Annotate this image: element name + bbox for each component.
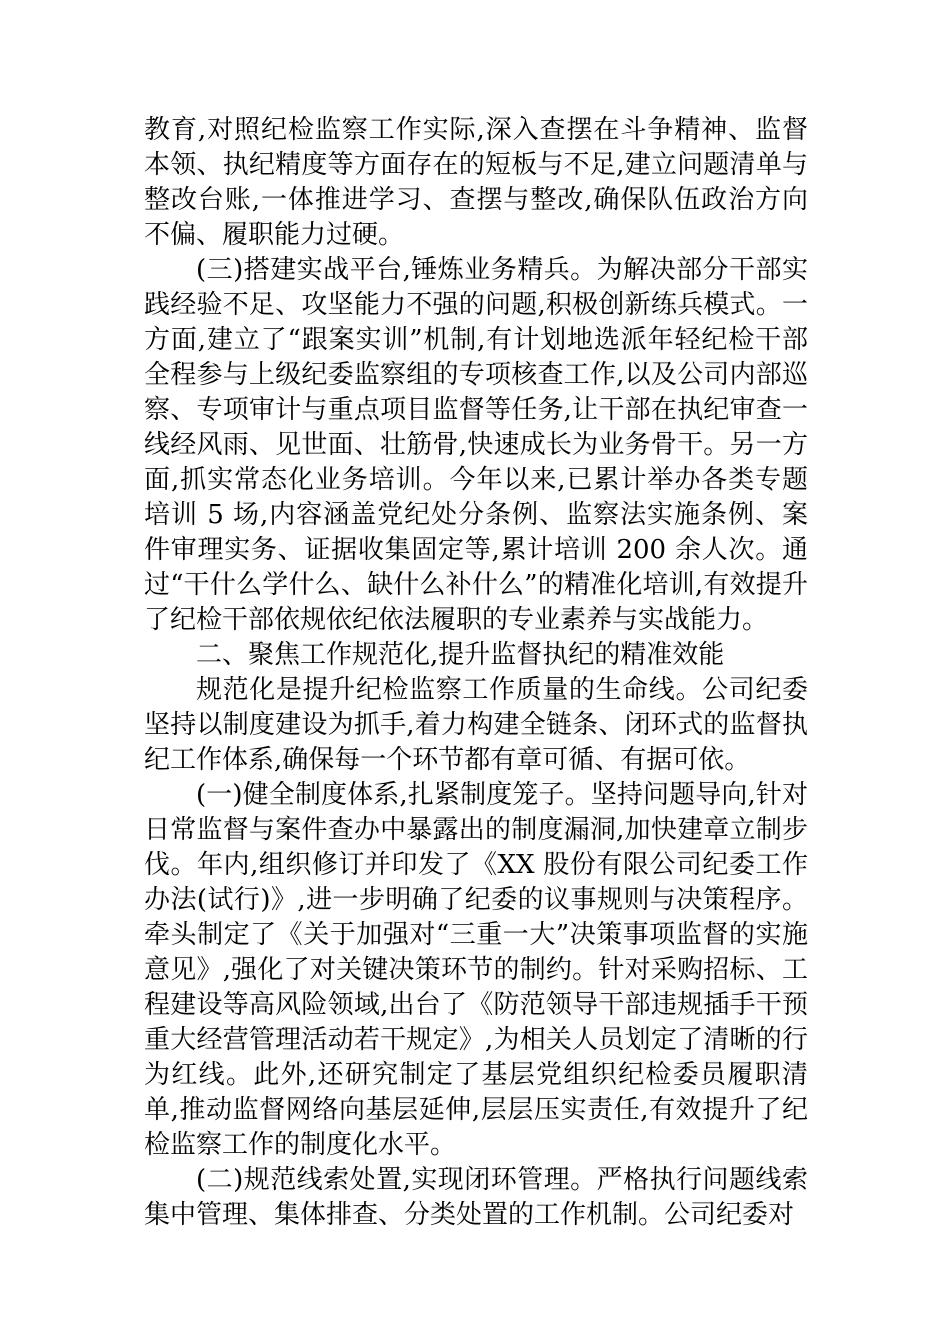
paragraph-standardization-intro: 规范化是提升纪检监察工作质量的生命线。公司纪委坚持以制度建设为抓手,着力构建全链条、闭环式的监督执纪工作体系,确保每一个环节都有章可循、有据可依。 (144, 675, 808, 775)
paragraph-practical-platform: (三)搭建实战平台,锤炼业务精兵。为解决部分干部实践经验不足、攻坚能力不强的问题,积极创新练兵模式。一方面,建立了“跟案实训”机制,有计划地选派年轻纪检干部全程参与上级纪委监察组的专项核查工作,以及公司内部巡察、专项审计与重点项目监督等任务,让干部在执纪审查一线经风雨、见世面、壮筋骨,快速成长为业务骨干。另一方面,抓实常态化业务培训。今年以来,已累计举办各类专题培训 5 场,内容涵盖党纪处分条例、监察法实施条例、案件审理实务、证据收集固定等,累计培训 200 余人次。通过“干什么学什么、缺什么补什么”的精准化培训,有效提升了纪检干部依规依纪依法履职的专业素养与实战能力。 (144, 255, 808, 635)
paragraph-system-building: (一)健全制度体系,扎紧制度笼子。坚持问题导向,针对日常监督与案件查办中暴露出的制度漏洞,加快建章立制步伐。年内,组织修订并印发了《XX 股份有限公司纪委工作办法(试行)》,进一步明确了纪委的议事规则与决策程序。牵头制定了《关于加强对“三重一大”决策事项监督的实施意见》,强化了对关键决策环节的制约。针对采购招标、工程建设等高风险领域,出台了《防范领导干部违规插手干预重大经营管理活动若干规定》,为相关人员划定了清晰的行为红线。此外,还研究制定了基层党组织纪检委员履职清单,推动监督网络向基层延伸,层层压实责任,有效提升了纪检监察工作的制度化水平。 (144, 780, 808, 1160)
paragraph-clue-handling: (二)规范线索处置,实现闭环管理。严格执行问题线索集中管理、集体排查、分类处置的工作机制。公司纪委对 (144, 1165, 808, 1230)
document-body (144, 113, 808, 1233)
paragraph-continuation: 教育,对照纪检监察工作实际,深入查摆在斗争精神、监督本领、执纪精度等方面存在的短板与不足,建立问题清单与整改台账,一体推进学习、查摆与整改,确保队伍政治方向不偏、履职能力过硬。 (144, 115, 808, 250)
section-heading-2: 二、聚焦工作规范化,提升监督执纪的精准效能 (196, 640, 725, 670)
